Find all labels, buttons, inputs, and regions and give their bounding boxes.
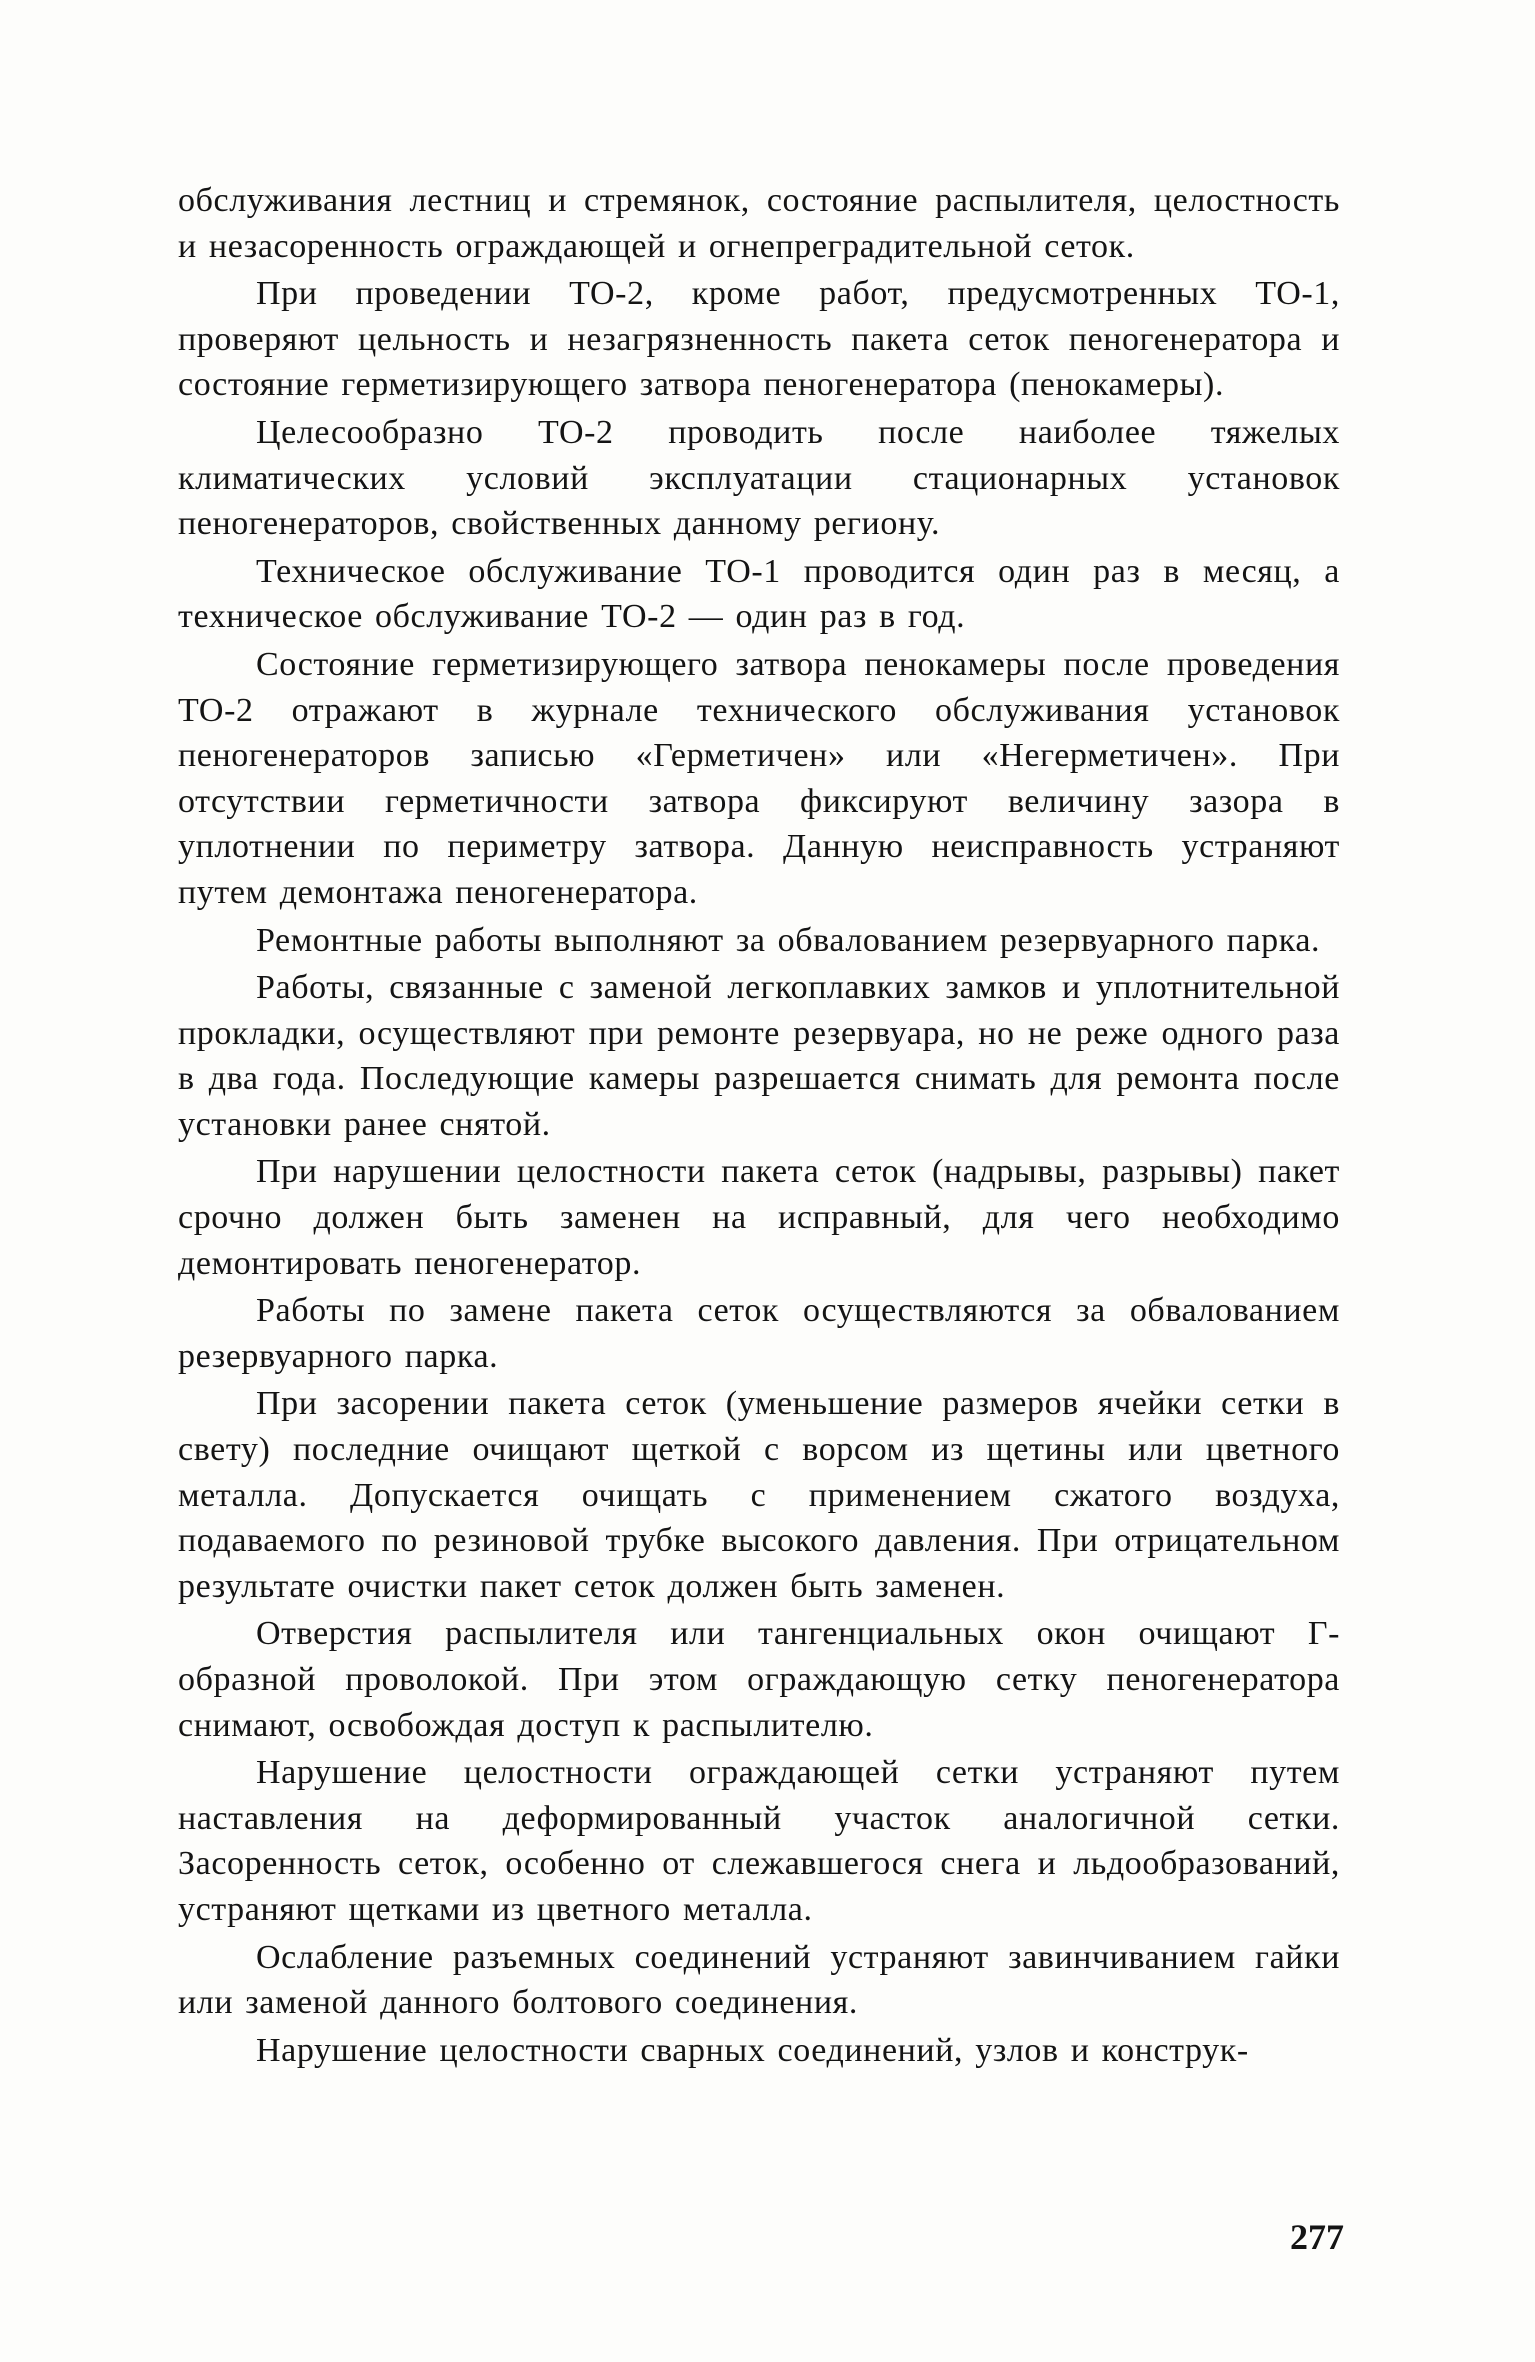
paragraph: При нарушении целостности пакета сеток (надрывы, разрывы) пакет срочно должен быть заменен на исправный, для чего необходимо демонтировать пеногенератор. [178,1153,1340,1282]
page-number: 277 [1290,2217,1344,2257]
paragraph: Работы, связанные с заменой легкоплавких замков и уплотнительной прокладки, осуществляют при ремонте резервуара, но не реже одного раза в два года. Последующие камеры разрешается снимать для ремонта после установки ранее снятой. [178,969,1340,1143]
paragraph: Нарушение целостности ограждающей сетки устраняют путем наставления на деформированный участок аналогичной сетки. Засоренность сеток, особенно от слежавшегося снега и льдообразований, устраняют щетками из цветного металла. [178,1754,1340,1928]
paragraph: Состояние герметизирующего затвора пенокамеры после проведения ТО-2 отражают в журнале технического обслуживания установок пеногенераторов записью «Герметичен» или «Негерметичен». При отсутствии герметичности затвора фиксируют величину зазора в уплотнении по периметру затвора. Данную неисправность устраняют путем демонтажа пеногенератора. [178,645,1340,911]
paragraph-continuation: обслуживания лестниц и стремянок, состояние распылителя, целостность и незасоренность ограждающей и огнепреградительной сеток. [178,182,1340,265]
body-text [178,178,1340,2075]
paragraph: Отверстия распылителя или тангенциальных окон очищают Г-образной проволокой. При этом ограждающую сетку пеногенератора снимают, освобождая доступ к распылителю. [178,1615,1340,1744]
paragraph: Ослабление разъемных соединений устраняют завинчиванием гайки или заменой данного болтового соединения. [178,1938,1340,2022]
paragraph-last-line: Нарушение целостности сварных соединений, узлов и конструк- [256,2031,1249,2069]
paragraph: Ремонтные работы выполняют за обвалованием резервуарного парка. [256,921,1321,959]
paragraph: При засорении пакета сеток (уменьшение размеров ячейки сетки в свету) последние очищают щеткой с ворсом из щетины или цветного металла. Допускается очищать с применением сжатого воздуха, подаваемого по резиновой трубке высокого давления. При отрицательном результате очистки пакет сеток должен быть заменен. [178,1385,1340,1605]
paragraph: Техническое обслуживание ТО-1 проводится один раз в месяц, а техническое обслуживание ТО-2 — один раз в год. [178,552,1340,636]
paragraph: Целесообразно ТО-2 проводить после наиболее тяжелых климатических условий эксплуатации стационарных установок пеногенераторов, свойственных данному региону. [178,413,1340,543]
paragraph: При проведении ТО-2, кроме работ, предусмотренных ТО-1, проверяют цельность и незагрязненность пакета сеток пеногенератора и состояние герметизирующего затвора пеногенератора (пенокамеры). [178,275,1340,404]
paragraph: Работы по замене пакета сеток осуществляются за обвалованием резервуарного парка. [178,1292,1340,1375]
